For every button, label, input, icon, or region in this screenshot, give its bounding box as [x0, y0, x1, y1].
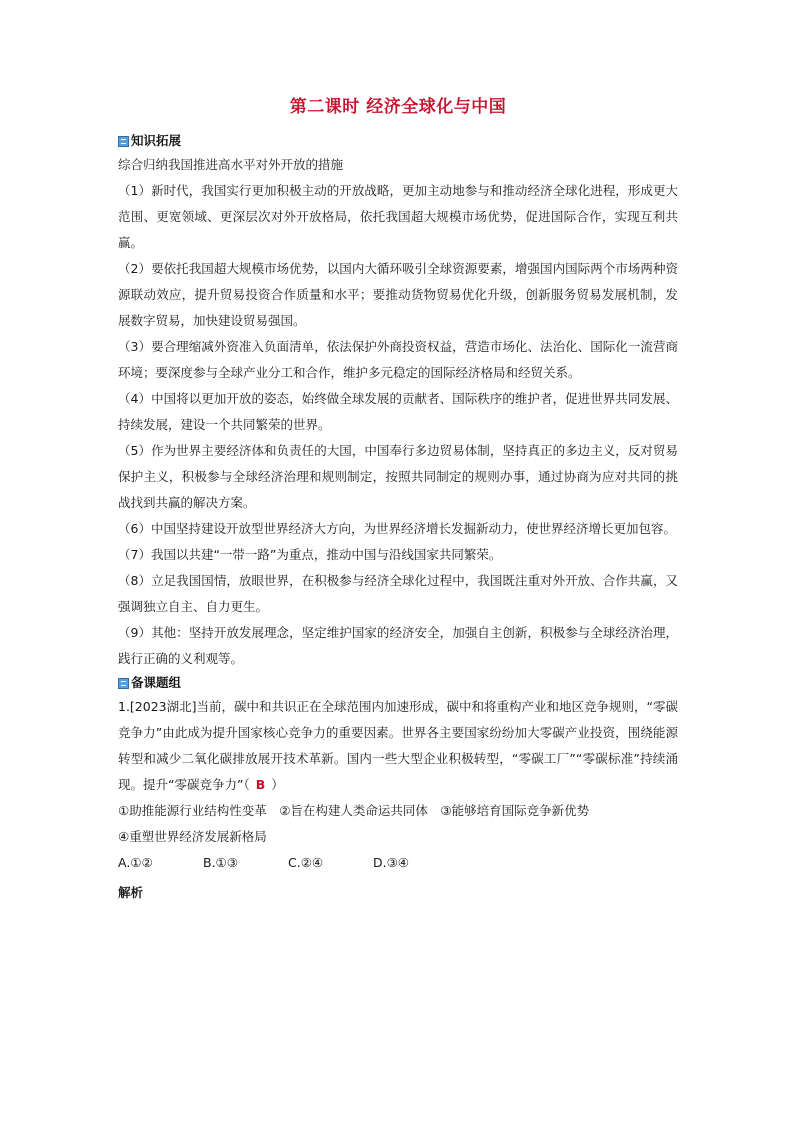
list-item: （4）中国将以更加开放的姿态，始终做全球发展的贡献者、国际秩序的维护者，促进世界共同发展、持续发展，建设一个共同繁荣的世界。 — [118, 391, 678, 432]
list-item: （1）新时代，我国实行更加积极主动的开放战略，更加主动地参与和推动经济全球化进程，形成更大范围、更宽领域、更深层次对外开放格局，依托我国超大规模市场优势，促进国际合作，实现互利共赢。 — [118, 183, 678, 250]
section-heading-knowledge — [118, 130, 678, 152]
section-heading-label: 备课题组 — [131, 675, 182, 690]
question-stem — [118, 694, 678, 798]
answer-choices — [118, 850, 678, 876]
analysis-label: 解析 — [118, 885, 144, 900]
section-marker-icon — [118, 136, 129, 147]
document-page — [118, 96, 678, 906]
section-marker-icon — [118, 678, 129, 689]
choice-b: B.①③ — [203, 855, 238, 870]
page-title: 第二课时 经济全球化与中国 — [289, 97, 507, 117]
question-stem-end: ） — [271, 777, 284, 792]
section-heading-label: 知识拓展 — [131, 133, 182, 148]
choice-c: C.②④ — [288, 855, 324, 870]
choice-a: A.①② — [118, 855, 153, 870]
question-statements: ①助推能源行业结构性变革 ②旨在构建人类命运共同体 ③能够培育国际竞争新优势 — [118, 803, 590, 818]
list-item: （7）我国以共建“一带一路”为重点，推动中国与沿线国家共同繁荣。 — [118, 547, 502, 562]
list-item: （2）要依托我国超大规模市场优势，以国内大循环吸引全球资源要素，增强国内国际两个市场两种资源联动效应，提升贸易投资合作质量和水平；要推动货物贸易优化升级，创新服务贸易发展机制，发展数字贸易，加快建设贸易强国。 — [118, 261, 678, 328]
section-intro: 综合归纳我国推进高水平对外开放的措施 — [118, 157, 344, 172]
question-stem-text: 1.[2023湖北]当前，碳中和共识正在全球范围内加速形成，碳中和将重构产业和地区竞争规则，“零碳竞争力”由此成为提升国家核心竞争力的重要因素。世界各主要国家纷纷加大零碳产业投资，围绕能源转型和减少二氧化碳排放展开技术革新。国内一些大型企业积极转型，“零碳工厂”“零碳标准”持续涌现。提升“零碳竞争力”（ — [118, 699, 678, 792]
answer-letter: B — [255, 777, 266, 792]
question-statements: ④重塑世界经济发展新格局 — [118, 829, 267, 844]
list-item: （9）其他：坚持开放发展理念，坚定维护国家的经济安全，加强自主创新，积极参与全球经济治理，践行正确的义利观等。 — [118, 625, 678, 666]
list-item: （3）要合理缩减外资准入负面清单，依法保护外商投资权益，营造市场化、法治化、国际化一流营商环境；要深度参与全球产业分工和合作，维护多元稳定的国际经济格局和经贸关系。 — [118, 339, 678, 380]
choice-d: D.③④ — [373, 855, 410, 870]
list-item: （6）中国坚持建设开放型世界经济大方向，为世界经济增长发掘新动力，使世界经济增长更加包容。 — [118, 521, 676, 536]
list-item: （5）作为世界主要经济体和负责任的大国，中国奉行多边贸易体制，坚持真正的多边主义，反对贸易保护主义，积极参与全球经济治理和规则制定，按照共同制定的规则办事，通过协商为应对共同的挑战找到共赢的解决方案。 — [118, 443, 678, 510]
list-item: （8）立足我国国情，放眼世界，在积极参与经济全球化过程中，我国既注重对外开放、合作共赢，又强调独立自主、自力更生。 — [118, 573, 678, 614]
section-heading-exercises — [118, 672, 678, 694]
